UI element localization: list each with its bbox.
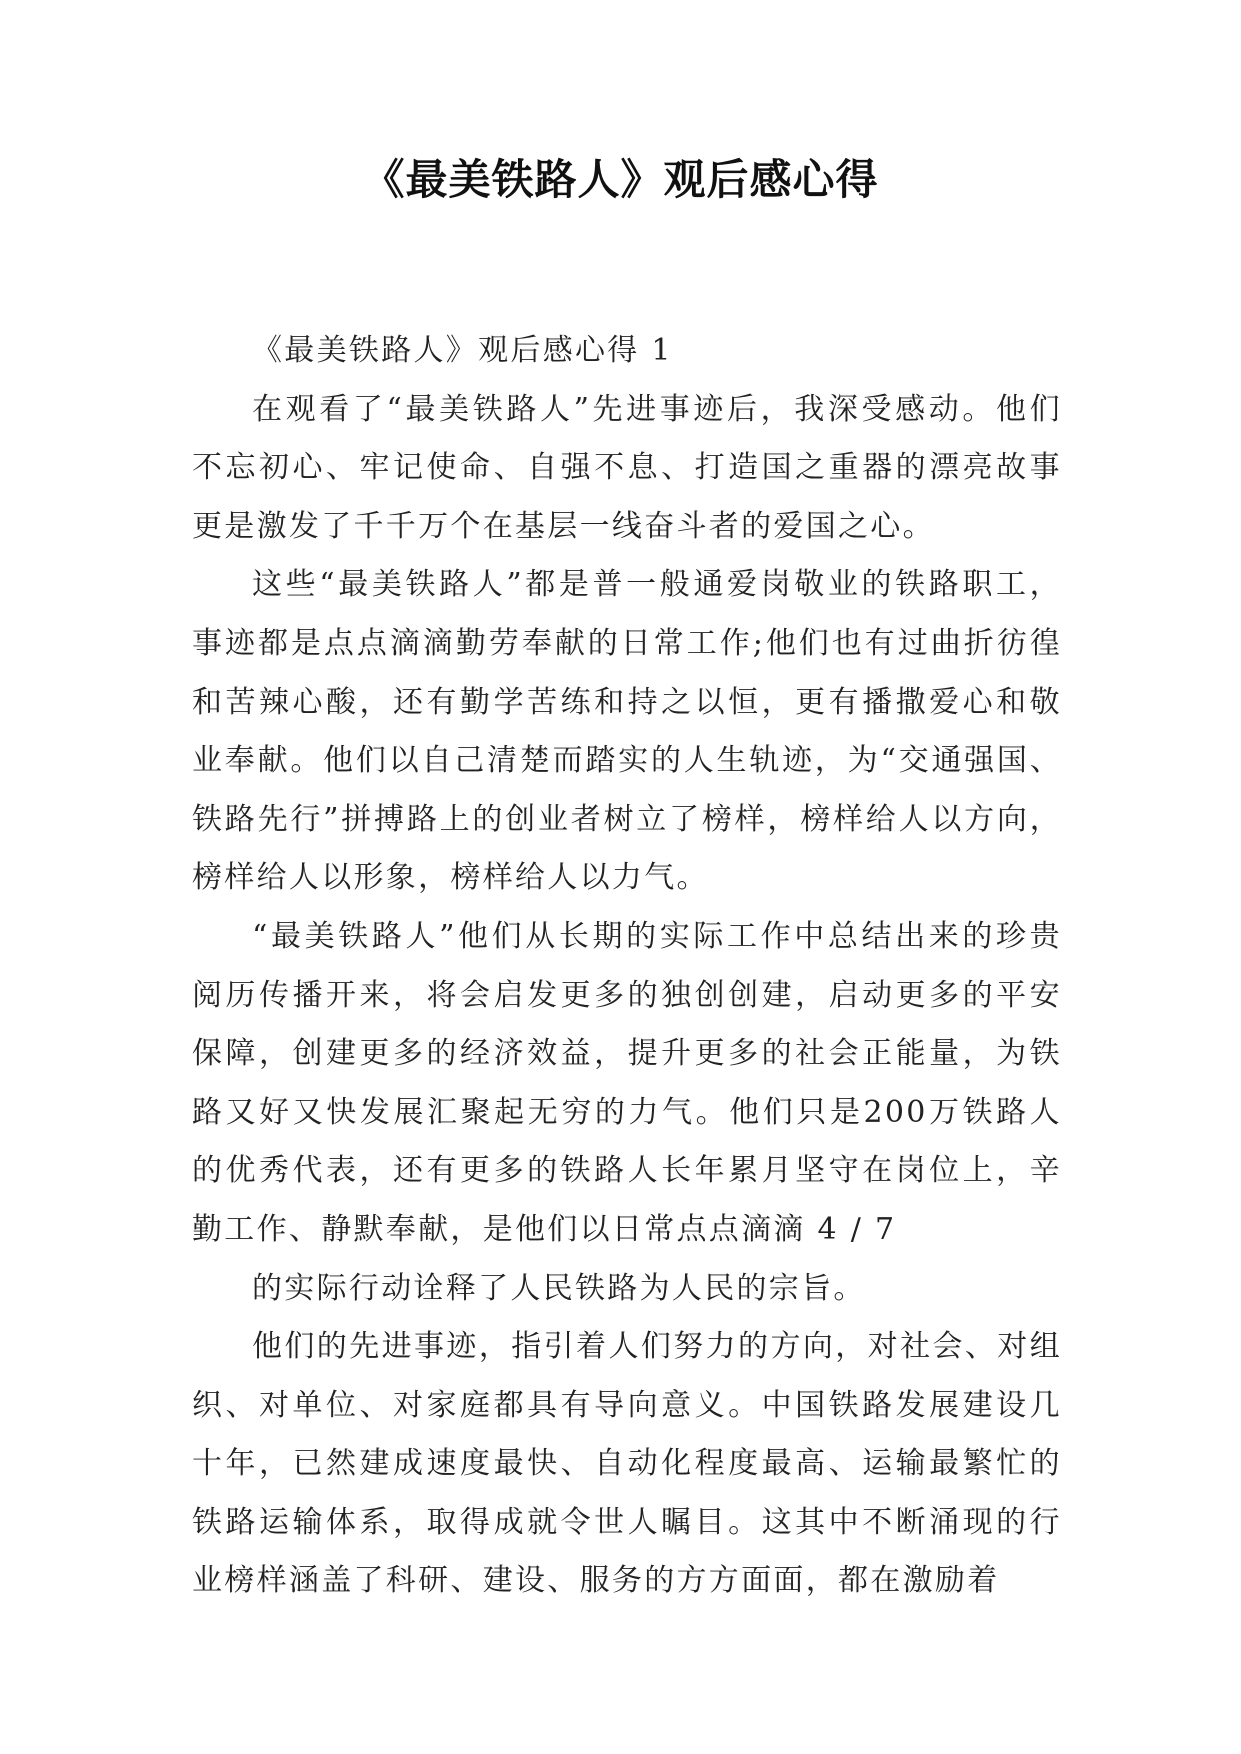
document-body bbox=[192, 322, 1062, 1611]
document-title: 《最美铁路人》观后感心得 bbox=[362, 155, 879, 204]
paragraph: “最美铁路人”他们从长期的实际工作中总结出来的珍贵阅历传播开来，将会启发更多的独创创建，启动更多的平安保障，创建更多的经济效益，提升更多的社会正能量，为铁路又好又快发展汇聚起无穷的力气。他们只是200万铁路人的优秀代表，还有更多的铁路人长年累月坚守在岗位上，辛勤工作、静默奉献，是他们以日常点点滴滴 4 / 7 bbox=[192, 918, 1062, 1247]
paragraph: 的实际行动诠释了人民铁路为人民的宗旨。 bbox=[252, 1270, 866, 1306]
section-heading: 《最美铁路人》观后感心得 1 bbox=[252, 333, 673, 368]
paragraph: 这些“最美铁路人”都是普一般通爱岗敬业的铁路职工，事迹都是点点滴滴勤劳奉献的日常工作;他们也有过曲折彷徨和苦辣心酸，还有勤学苦练和持之以恒，更有播撒爱心和敬业奉献。他们以自己清楚而踏实的人生轨迹，为“交通强国、铁路先行”拼搏路上的创业者树立了榜样，榜样给人以方向，榜样给人以形象，榜样给人以力气。 bbox=[192, 567, 1062, 896]
paragraph: 在观看了“最美铁路人”先进事迹后，我深受感动。他们不忘初心、牢记使命、自强不息、打造国之重器的漂亮故事更是激发了千千万个在基层一线奋斗者的爱国之心。 bbox=[192, 391, 1062, 544]
paragraph: 他们的先进事迹，指引着人们努力的方向，对社会、对组织、对单位、对家庭都具有导向意义。中国铁路发展建设几十年，已然建成速度最快、自动化程度最高、运输最繁忙的铁路运输体系，取得成就令世人瞩目。这其中不断涌现的行业榜样涵盖了科研、建设、服务的方方面面，都在激励着 bbox=[192, 1329, 1062, 1599]
